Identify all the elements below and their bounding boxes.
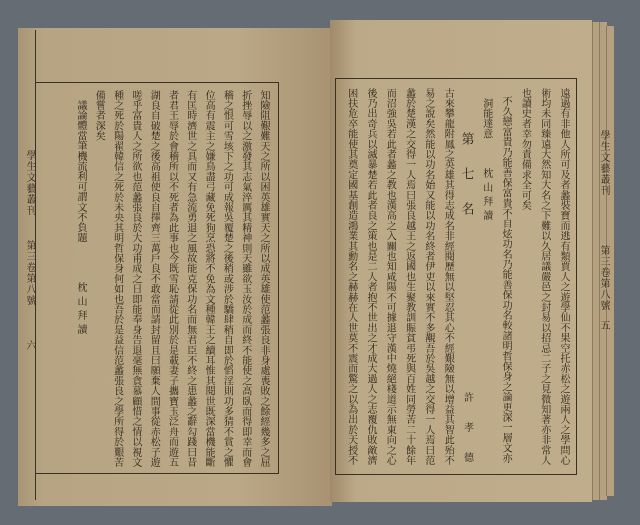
text-column: 有匡時濟世之具而又有急流勇退之風故能克保功名而無君臣不終之患蠡之辭勾踐曰昔 [184, 90, 196, 468]
text-column: 困扶危卒能使其奠定國基創造鴻業其勳名之赫赫在人世莫不震而驚之以為出於天授不 [345, 88, 357, 466]
text-column: 而沼強吳若此者蠡之教也漢高之入關也知咸陽不可據退守漢中燒絕棧道示無東向之心 [384, 88, 396, 466]
text-column: 折挫辱以之激發其志氣淬厲其精神則天雖欲玉汝於成而終不能使之高臥而得即幸而會 [239, 90, 251, 468]
editor-signature: 枕山拜讀 [480, 168, 492, 224]
editor-comment: 議論體當筆機流利可謂文不負題 [75, 100, 86, 243]
text-column: 術均未同臻遠大然知大名之下難以久居議嚴邑之封易以招忌二子之見微知著亦非常人 [538, 88, 550, 466]
text-column: 者君王辱於會稽所以不死者為此事也今既雪恥請從此別於是載妻子攜寶玉泛舟而遊五 [166, 90, 178, 468]
editor-comment: 不久戀富貴乃能善保富貴不自炫功名乃能善保功名較諸明哲保身之論更深一層文亦 [500, 96, 512, 464]
text-column: 後乃出奇兵以滅暴楚若此者良之策也是二人者抱不世出之才成大過人之志覆仇敗敵濟 [365, 88, 376, 466]
author-name: 許孝德 [461, 392, 473, 482]
text-column: 嗟乎富貴人之所欲也范蠡張良於大功甫成之日即能奉身告退毫無貪慕顧惜之情以視文 [129, 90, 141, 468]
margin-issue: 第三卷第八號 [598, 245, 609, 311]
text-column: 稽之恨可雪垓下之功可成報吳覆楚之後稍或涉於驕肆稍自即於慆淫則功多猜不賞之懼 [221, 90, 233, 468]
rank-title: 第七名 [458, 132, 474, 237]
editor-signature: 枕山拜讀 [75, 282, 86, 338]
text-column: 古來攀龍附鳳之英雄其得志成名非經閱歷無以堅忍其心不經艱險無以增益其智此殆不 [442, 88, 454, 466]
editor-comment: 洞能達意 [480, 98, 492, 139]
text-column: 也讀史者幸勿責備求全可矣 [519, 88, 531, 211]
margin-page-number: 五 [598, 320, 609, 331]
margin-page-number: 六 [24, 340, 35, 351]
text-column: 種之死於陽翟韓信之死於未央其明哲保身何如也吾於是益信范蠡張良之學所得於艱苦 [111, 90, 123, 468]
margin-issue: 第三卷第八號 [24, 240, 35, 306]
margin-series-title: 學生文藝叢刊 [24, 150, 35, 216]
text-column: 知險阻艱難天之所以困英雄實天之所以成英雄使范蠡張良非身處喪敗之餘經幾多之屈 [258, 90, 269, 468]
text-column: 易之說矣然能以功名始又能以功名終者伊吏以來實不多覯吾於吳越之交得一人焉曰范 [422, 88, 434, 466]
text-column: 遠過有非他人所可及者蠡裝寶而逃有類賈人之遊學仙不果空托赤松之遊兩人之學問心 [558, 88, 569, 466]
margin-series-title: 學生文藝叢刊 [598, 130, 609, 196]
text-column: 位高有震主之嫌鳥盡弓藏免死狗烹恐將不免為文種韓王之續耳惟其閱世既深當機能斷 [203, 90, 215, 468]
text-column: 備嘗者深矣 [93, 90, 105, 141]
text-column: 蠡於楚漢之交得一人焉曰張良越王之返國也生聚教訓賑貧弔死與百姓同勞苦二十餘年 [403, 88, 415, 466]
text-column: 湖良自破楚之後高祖使良自擇齊三萬戶良不敢當而請封留且曰願棄人間事從赤松子遊 [148, 90, 160, 468]
